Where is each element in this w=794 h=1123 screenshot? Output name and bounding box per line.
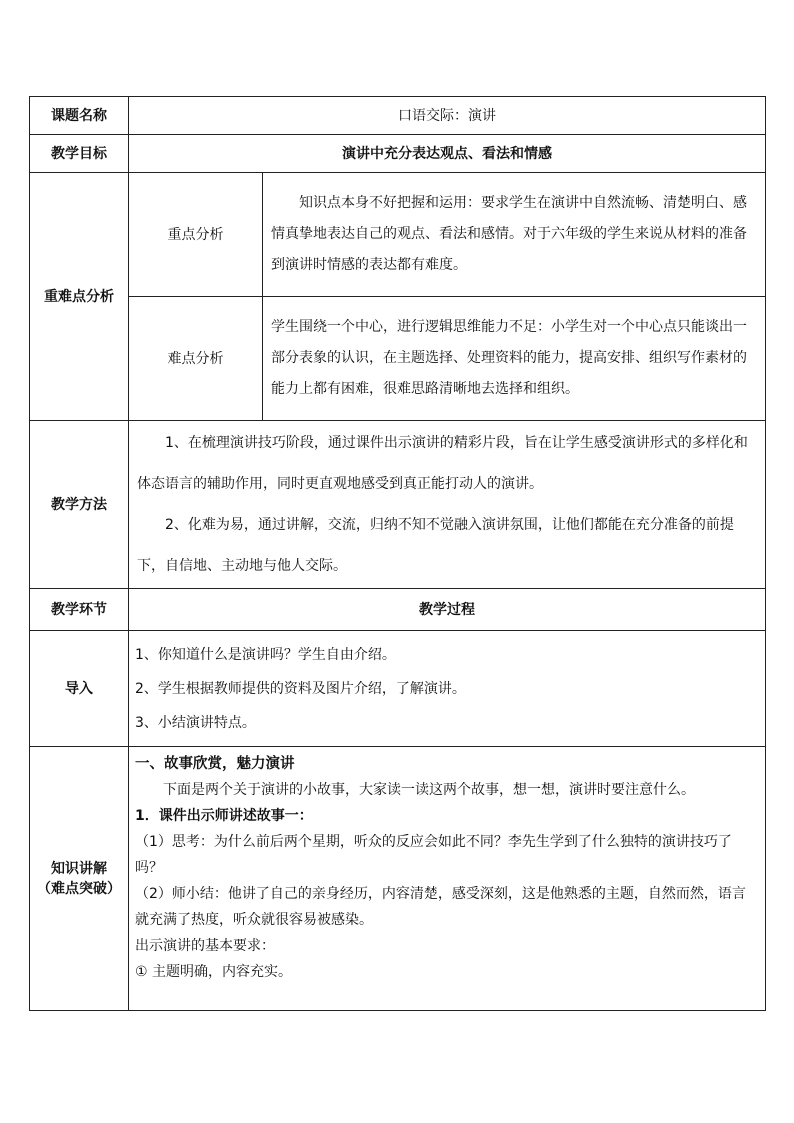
stage-label: 教学环节 xyxy=(30,589,129,631)
method-paragraph-2: 2、化难为易，通过讲解，交流，归纳不知不觉融入演讲氛围，让他们都能在充分准备的前提下，自信地、主动地与他人交际。 xyxy=(137,516,734,574)
knowledge-heading: 一、故事欣赏，魅力演讲 xyxy=(135,756,295,772)
key-analysis-label: 重点分析 xyxy=(129,173,263,297)
goal-value: 演讲中充分表达观点、看法和情感 xyxy=(129,135,766,173)
difficult-analysis-text: 学生围绕一个中心，进行逻辑思维能力不足：小学生对一个中心点只能谈出一部分表象的认识，在主题选择、处理资料的能力，提高安排、组织写作素材的能力上都有困难，很难思路清晰地去选择和组织。 xyxy=(271,319,747,397)
row-knowledge xyxy=(30,747,766,1011)
knowledge-label: 知识讲解 xyxy=(51,860,107,877)
stage-value: 教学过程 xyxy=(129,589,766,631)
row-key-analysis xyxy=(30,173,766,297)
row-stage xyxy=(30,589,766,631)
key-analysis-text: 知识点本身不好把握和运用：要求学生在演讲中自然流畅、清楚明白、感情真挚地表达自己的观点、看法和感情。对于六年级的学生来说从材料的准备到演讲时情感的表达都有难度。 xyxy=(271,195,747,273)
row-goal xyxy=(30,135,766,173)
row-method xyxy=(30,421,766,589)
lesson-plan-table xyxy=(29,96,766,1011)
knowledge-requirements-title: 出示演讲的基本要求： xyxy=(135,938,275,954)
method-label: 教学方法 xyxy=(30,421,129,589)
knowledge-question-1: （1）思考：为什么前后两个星期，听众的反应会如此不同？李先生学到了什么独特的演讲技巧了吗？ xyxy=(135,834,732,876)
method-paragraph-1: 1、在梳理演讲技巧阶段，通过课件出示演讲的精彩片段，旨在让学生感受演讲形式的多样化和体态语言的辅助作用，同时更直观地感受到真正能打动人的演讲。 xyxy=(137,434,748,492)
intro-label: 导入 xyxy=(30,631,129,747)
analysis-label: 重难点分析 xyxy=(30,173,129,421)
knowledge-sub-heading: 1．课件出示师讲述故事一： xyxy=(135,808,313,824)
difficult-analysis-label: 难点分析 xyxy=(129,297,263,421)
goal-label: 教学目标 xyxy=(30,135,129,173)
row-course xyxy=(30,97,766,135)
knowledge-requirement-1: ① 主题明确，内容充实。 xyxy=(135,964,293,980)
row-intro xyxy=(30,631,766,747)
intro-item-3: 3、小结演讲特点。 xyxy=(135,714,256,731)
knowledge-intro: 下面是两个关于演讲的小故事，大家读一读这两个故事，想一想，演讲时要注意什么。 xyxy=(163,782,695,798)
knowledge-question-2: （2）师小结：他讲了自己的亲身经历，内容清楚，感受深刻，这是他熟悉的主题，自然而然，语言就充满了热度，听众就很容易被感染。 xyxy=(135,886,746,928)
row-difficult-analysis xyxy=(30,297,766,421)
intro-item-1: 1、你知道什么是演讲吗？学生自由介绍。 xyxy=(135,646,396,663)
intro-item-2: 2、学生根据教师提供的资料及图片介绍，了解演讲。 xyxy=(135,680,466,697)
course-label: 课题名称 xyxy=(30,97,129,135)
knowledge-label-sub: （难点突破） xyxy=(37,880,121,897)
course-value: 口语交际：演讲 xyxy=(129,97,766,135)
